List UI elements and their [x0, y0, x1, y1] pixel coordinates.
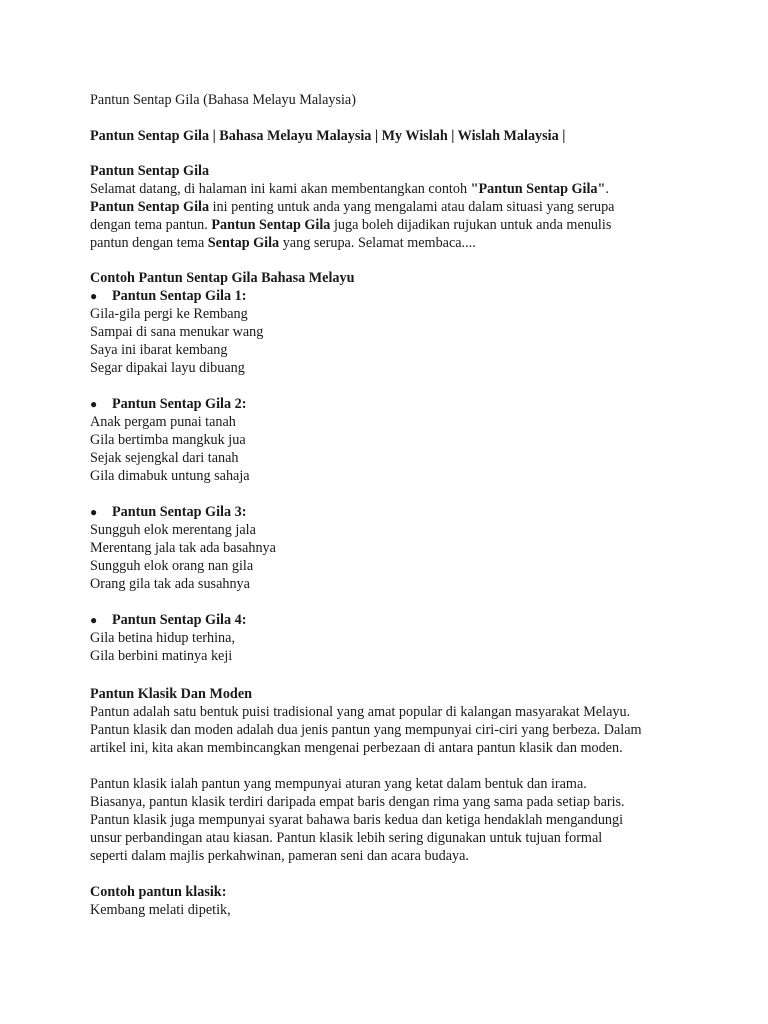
paragraph-line: unsur perbandingan atau kiasan. Pantun klasik lebih sering digunakan untuk tujuan formal	[90, 830, 603, 846]
intro-line-2: Pantun Sentap Gila ini penting untuk anda yang mengalami atau dalam situasi yang serupa	[90, 199, 615, 215]
paragraph-line: Pantun klasik dan moden adalah dua jenis pantun yang mempunyai ciri-ciri yang berbeza. Dalam	[90, 722, 642, 738]
paragraph-line: Biasanya, pantun klasik terdiri daripada empat baris dengan rima yang sama pada setiap baris.	[90, 794, 625, 810]
examples-heading: Contoh Pantun Sentap Gila Bahasa Melayu	[90, 270, 355, 286]
pantun-line: Gila bertimba mangkuk jua	[90, 432, 246, 448]
pantun-line: Anak pergam punai tanah	[90, 414, 236, 430]
document-title: Pantun Sentap Gila (Bahasa Melayu Malaysia)	[90, 92, 356, 108]
pantun-title: ● Pantun Sentap Gila 3:	[90, 504, 247, 520]
paragraph-line: artikel ini, kita akan membincangkan mengenai perbezaan di antara pantun klasik dan moden.	[90, 740, 623, 756]
pantun-line: Segar dipakai layu dibuang	[90, 360, 245, 376]
klasik-moden-section	[90, 685, 730, 919]
intro-line-3: dengan tema pantun. Pantun Sentap Gila juga boleh dijadikan rujukan untuk anda menulis	[90, 217, 612, 233]
pantun-item	[90, 611, 730, 665]
bullet-icon: ●	[90, 505, 98, 519]
breadcrumb-heading: Pantun Sentap Gila | Bahasa Melayu Malaysia | My Wislah | Wislah Malaysia |	[90, 128, 566, 144]
paragraph-line: Pantun adalah satu bentuk puisi tradisional yang amat popular di kalangan masyarakat Melayu.	[90, 704, 631, 720]
pantun-line: Sungguh elok orang nan gila	[90, 558, 254, 574]
pantun-title: ● Pantun Sentap Gila 4:	[90, 612, 247, 628]
example-line: Kembang melati dipetik,	[90, 902, 231, 918]
pantun-title: ● Pantun Sentap Gila 2:	[90, 396, 247, 412]
document-page	[90, 91, 730, 919]
pantun-title: ● Pantun Sentap Gila 1:	[90, 288, 247, 304]
paragraph-line: Pantun klasik juga mempunyai syarat bahawa baris kedua dan ketiga hendaklah mengandungi	[90, 812, 624, 828]
klasik-example	[90, 883, 730, 919]
pantun-line: Sungguh elok merentang jala	[90, 522, 256, 538]
intro-line-4: pantun dengan tema Sentap Gila yang serupa. Selamat membaca....	[90, 235, 476, 251]
pantun-line: Saya ini ibarat kembang	[90, 342, 228, 358]
pantun-line: Gila-gila pergi ke Rembang	[90, 306, 248, 322]
intro-section	[90, 162, 730, 252]
intro-heading: Pantun Sentap Gila	[90, 163, 210, 179]
paragraph-line: Pantun klasik ialah pantun yang mempunyai aturan yang ketat dalam bentuk dan irama.	[90, 776, 587, 792]
klasik-moden-heading: Pantun Klasik Dan Moden	[90, 686, 253, 702]
example-heading: Contoh pantun klasik:	[90, 884, 227, 900]
pantun-item	[90, 287, 730, 377]
examples-section	[90, 269, 730, 665]
pantun-line: Gila betina hidup terhina,	[90, 630, 235, 646]
intro-line-1: Selamat datang, di halaman ini kami akan membentangkan contoh "Pantun Sentap Gila".	[90, 181, 609, 197]
pantun-item	[90, 395, 730, 485]
pantun-line: Orang gila tak ada susahnya	[90, 576, 250, 592]
pantun-item	[90, 503, 730, 593]
pantun-line: Merentang jala tak ada basahnya	[90, 540, 276, 556]
klasik-paragraph	[90, 775, 730, 865]
paragraph-line: seperti dalam majlis perkahwinan, pameran seni dan acara budaya.	[90, 848, 469, 864]
bullet-icon: ●	[90, 397, 98, 411]
pantun-line: Gila dimabuk untung sahaja	[90, 468, 250, 484]
pantun-line: Gila berbini matinya keji	[90, 648, 233, 664]
pantun-line: Sampai di sana menukar wang	[90, 324, 264, 340]
bullet-icon: ●	[90, 289, 98, 303]
bullet-icon: ●	[90, 613, 98, 627]
pantun-line: Sejak sejengkal dari tanah	[90, 450, 239, 466]
